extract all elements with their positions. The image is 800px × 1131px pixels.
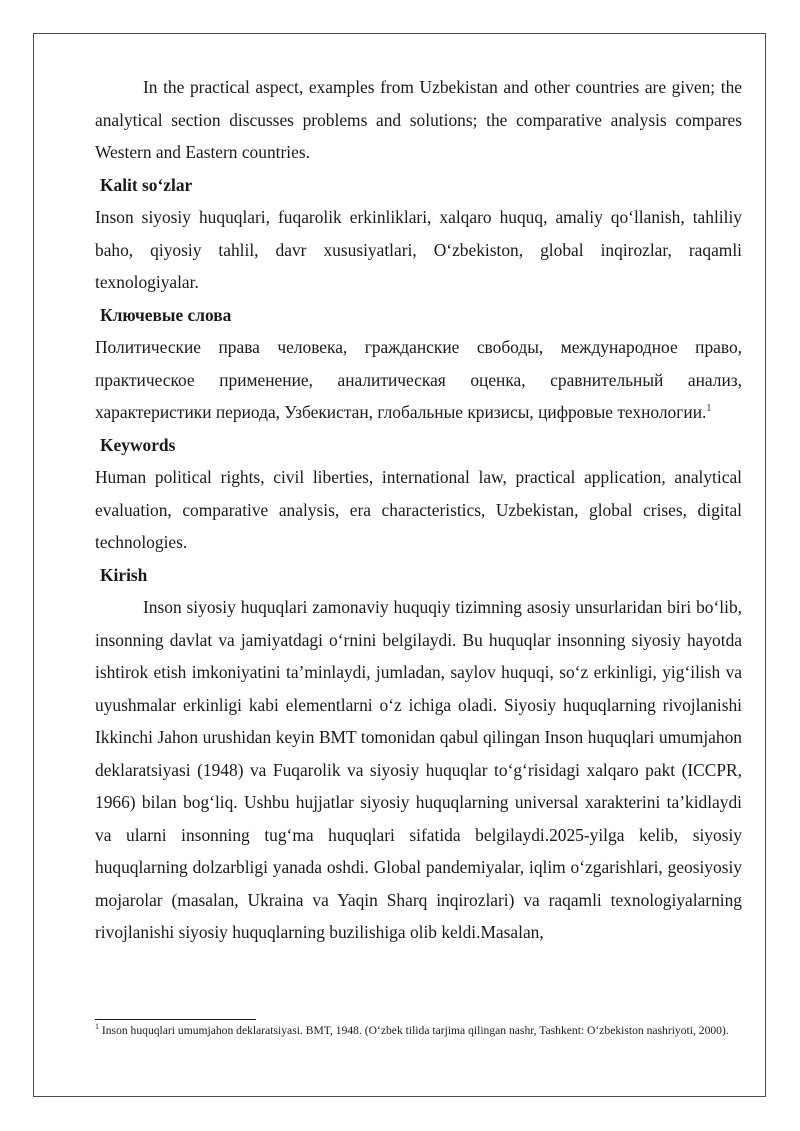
english-keywords-text: Human political rights, civil liberties, international law, practical application, analytical evaluation, comparative analysis, era characteristics, Uzbekistan, global crises, digital technologies.	[95, 467, 742, 552]
uzbek-keywords-heading: Kalit so‘zlar	[100, 174, 193, 195]
russian-keywords-text: Политические права человека, гражданские свободы, международное право, практическое применение, аналитическая оценка, сравнительный анализ, характеристики периода, Узбекистан, глобальные кризисы, цифровые технологии.	[95, 337, 742, 422]
english-keywords-heading: Keywords	[100, 434, 176, 455]
russian-keywords-paragraph	[95, 331, 742, 429]
introduction-heading: Kirish	[100, 564, 148, 585]
footnote-reference: 1	[706, 403, 712, 415]
footnote	[95, 1023, 742, 1039]
footnote-separator	[95, 1019, 256, 1020]
footnote-text: Inson huquqlari umumjahon deklaratsiyasi. BMT, 1948. (O‘zbek tilida tarjima qilingan nashr, Tashkent: O‘zbekiston nashriyoti, 2000).	[99, 1024, 729, 1037]
russian-keywords-heading: Ключевые слова	[100, 304, 232, 325]
uzbek-keywords-text: Inson siyosiy huquqlari, fuqarolik erkinliklari, xalqaro huquq, amaliy qo‘llanish, tahliliy baho, qiyosiy tahlil, davr xususiyatlari, O‘zbekiston, global inqirozlar, raqamli texnologiyalar.	[95, 207, 742, 292]
document-body	[95, 71, 742, 949]
footnote-marker: 1	[95, 1022, 99, 1032]
introduction-paragraph: Inson siyosiy huquqlari zamonaviy huquqiy tizimning asosiy unsurlaridan biri bo‘lib, insonning davlat va jamiyatdagi o‘rnini belgilaydi. Bu huquqlar insonning siyosiy hayotda ishtirok etish imkoniyatini ta’minlaydi, jumladan, saylov huquqi, so‘z erkinligi, yig‘ilish va uyushmalar erkinligi kabi elementlarni o‘z ichiga oladi. Siyosiy huquqlarning rivojlanishi Ikkinchi Jahon urushidan keyin BMT tomonidan qabul qilingan Inson huquqlari umumjahon deklaratsiyasi (1948) va Fuqarolik va siyosiy huquqlar to‘g‘risidagi xalqaro pakt (ICCPR, 1966) bilan bog‘liq. Ushbu hujjatlar siyosiy huquqlarning universal xarakterini ta’kidlaydi va ularni insonning tug‘ma huquqlari sifatida belgilaydi.2025-yilga kelib, siyosiy huquqlarning dolzarbligi yanada oshdi. Global pandemiyalar, iqlim o‘zgarishlari, geosiyosiy mojarolar (masalan, Ukraina va Yaqin Sharq inqirozlari) va raqamli texnologiyalarning rivojlanishi siyosiy huquqlarning buzilishiga olib keldi.Masalan,	[95, 597, 742, 942]
intro-paragraph: In the practical aspect, examples from Uzbekistan and other countries are given; the analytical section discusses problems and solutions; the comparative analysis compares Western and Eastern countries.	[95, 77, 742, 162]
